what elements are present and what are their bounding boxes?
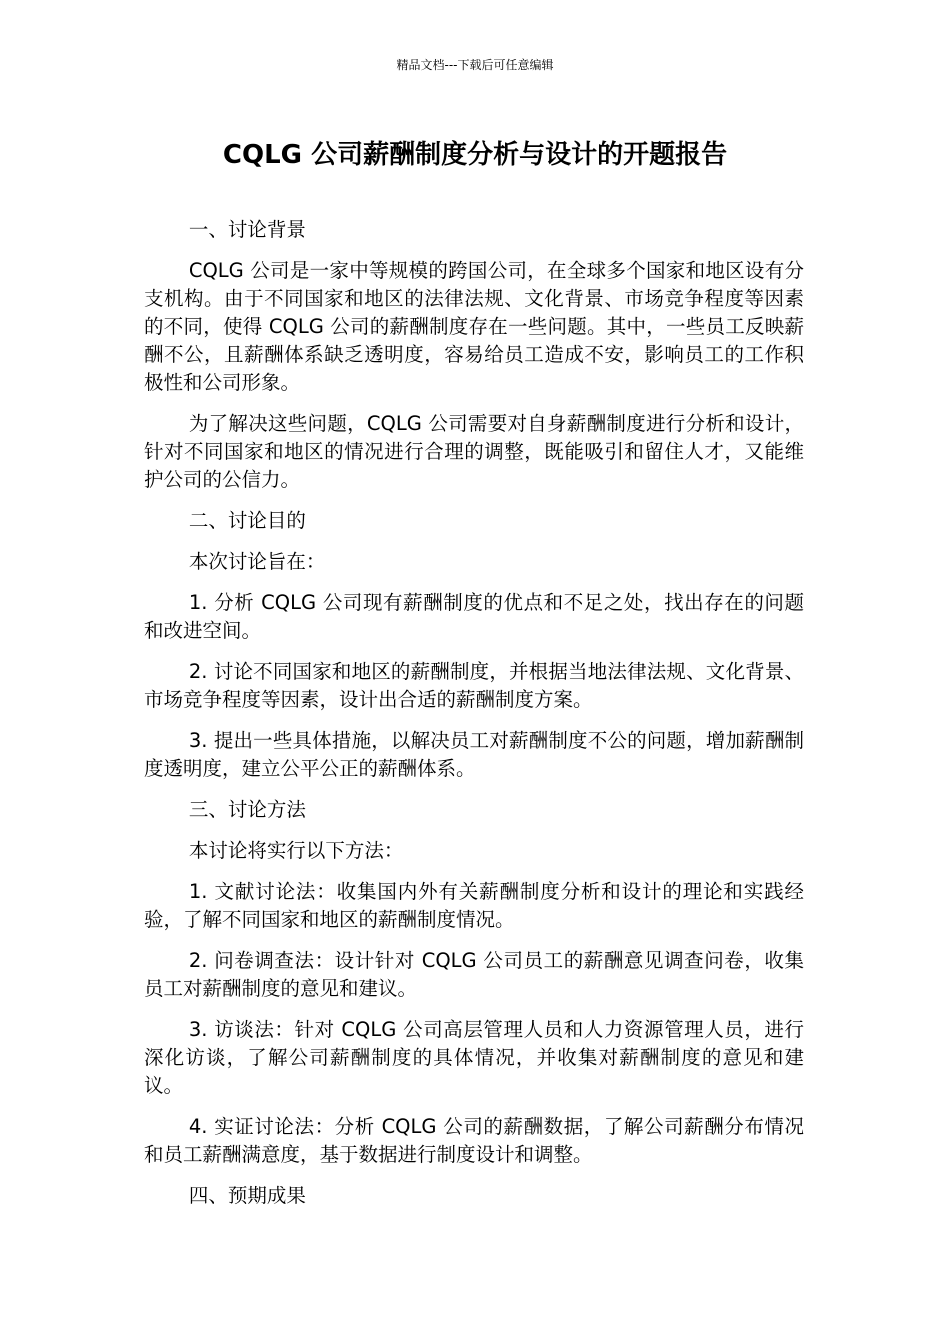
list-item-purpose-3: 3. 提出一些具体措施，以解决员工对薪酬制度不公的问题，增加薪酬制度透明度，建立公平公正的薪酬体系。 [144,729,804,780]
document-title: CQLG 公司薪酬制度分析与设计的开题报告 [222,140,728,170]
section-heading-purpose: 二、讨论目的 [188,509,306,532]
list-item-purpose-1: 1. 分析 CQLG 公司现有薪酬制度的优点和不足之处，找出存在的问题和改进空间。 [144,591,804,642]
paragraph-background-2: 为了解决这些问题，CQLG 公司需要对自身薪酬制度进行分析和设计，针对不同国家和地区的情况进行合理的调整，既能吸引和留住人才，又能维护公司的公信力。 [144,412,804,491]
section-heading-methods: 三、讨论方法 [188,798,306,821]
list-item-purpose-2: 2. 讨论不同国家和地区的薪酬制度，并根据当地法律法规、文化背景、市场竞争程度等因素，设计出合适的薪酬制度方案。 [144,660,804,711]
paragraph-methods-intro: 本讨论将实行以下方法： [188,839,404,862]
paragraph-purpose-intro: 本次讨论旨在： [188,550,326,573]
section-heading-expected-results: 四、预期成果 [188,1184,306,1207]
list-item-method-4: 4. 实证讨论法：分析 CQLG 公司的薪酬数据，了解公司薪酬分布情况和员工薪酬满意度，基于数据进行制度设计和调整。 [144,1115,804,1166]
list-item-method-1: 1. 文献讨论法：收集国内外有关薪酬制度分析和设计的理论和实践经验，了解不同国家和地区的薪酬制度情况。 [144,880,804,931]
header-note: 精品文档---下载后可任意编辑 [396,58,554,72]
list-item-method-2: 2. 问卷调查法：设计针对 CQLG 公司员工的薪酬意见调查问卷，收集员工对薪酬制度的意见和建议。 [144,949,804,1000]
section-heading-background: 一、讨论背景 [188,218,306,241]
list-item-method-3: 3. 访谈法：针对 CQLG 公司高层管理人员和人力资源管理人员，进行深化访谈，了解公司薪酬制度的具体情况，并收集对薪酬制度的意见和建议。 [144,1018,804,1097]
document-body [144,216,804,1223]
paragraph-background-1: CQLG 公司是一家中等规模的跨国公司，在全球多个国家和地区设有分支机构。由于不同国家和地区的法律法规、文化背景、市场竞争程度等因素的不同，使得 CQLG 公司的薪酬制度存在一些问题。其中，一些员工反映薪酬不公，且薪酬体系缺乏透明度，容易给员工造成不安，影响员工的工作积极性和公司形象。 [144,259,804,394]
